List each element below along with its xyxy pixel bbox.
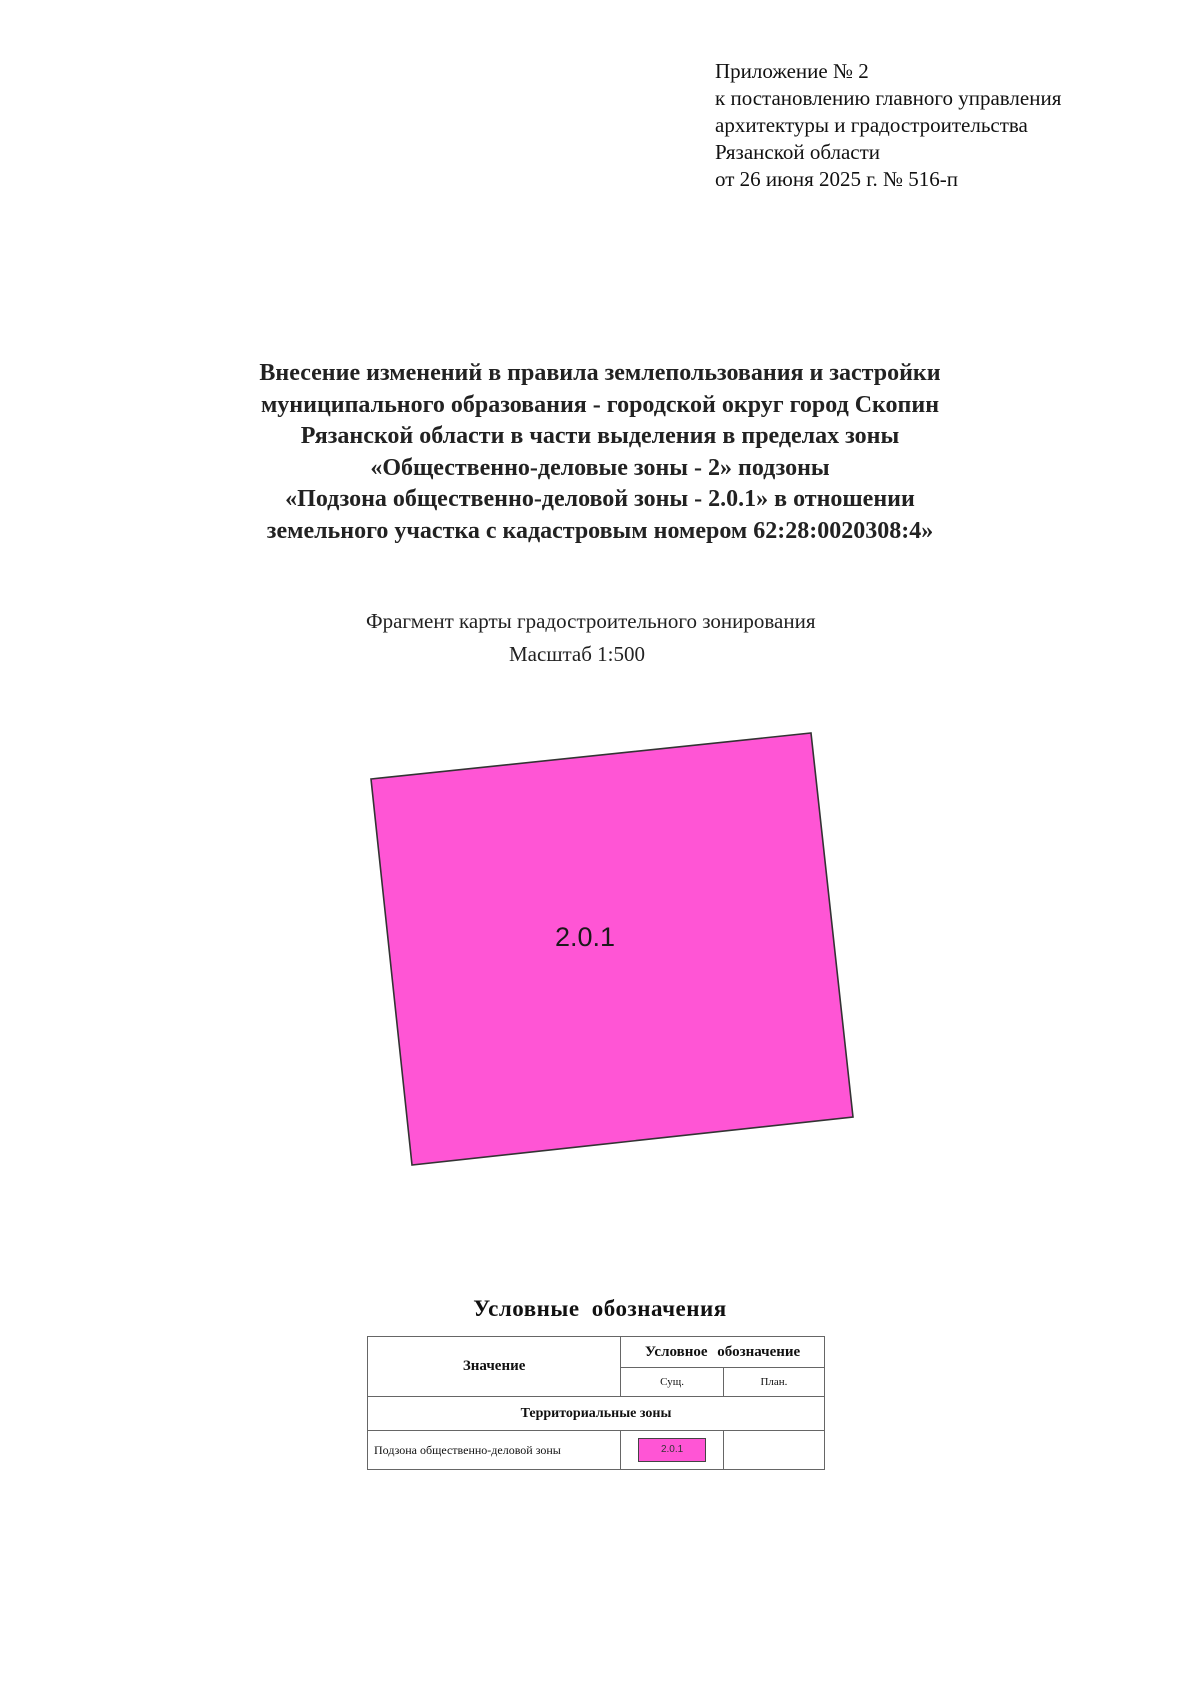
zone-label: 2.0.1: [555, 922, 616, 952]
title-line: «Подзона общественно-деловой зоны - 2.0.1» в отношении: [285, 486, 915, 512]
legend-row: [368, 1431, 825, 1470]
appendix-line: к постановлению главного управления: [715, 86, 1062, 110]
legend-row-value: Подзона общественно-деловой зоны: [368, 1431, 621, 1470]
title-line: муниципального образования - городской округ город Скопин: [260, 391, 940, 418]
legend-header-symbol: Условное обозначение: [621, 1337, 825, 1368]
title-line: Рязанской области в части выделения в пределах зоны: [300, 423, 900, 449]
title-line: «Общественно-деловые зоны - 2» подзоны: [370, 454, 830, 481]
legend-table: [367, 1336, 825, 1470]
title-line: земельного участка с кадастровым номером 62:28:0020308:4»: [266, 517, 934, 544]
legend-header-existing: Сущ.: [621, 1368, 724, 1397]
legend-row-existing: [621, 1431, 724, 1470]
legend-header-value: Значение: [368, 1337, 621, 1397]
title-line: Внесение изменений в правила землепользования и застройки: [259, 360, 941, 386]
map-fragment-caption: Фрагмент карты градостроительного зонирования: [366, 609, 816, 633]
appendix-line: Приложение № 2: [715, 59, 869, 83]
legend-row-planned: [723, 1431, 824, 1470]
zone-swatch: 2.0.1: [638, 1438, 706, 1462]
legend-group-header: Территориальные зоны: [368, 1397, 825, 1431]
appendix-line: от 26 июня 2025 г. № 516-п: [715, 167, 958, 191]
legend-header-planned: План.: [723, 1368, 824, 1397]
map-scale: Масштаб 1:500: [509, 642, 646, 666]
appendix-line: архитектуры и градостроительства: [715, 113, 1028, 137]
legend-title: Условные обозначения: [473, 1296, 727, 1321]
appendix-line: Рязанской области: [715, 140, 881, 164]
